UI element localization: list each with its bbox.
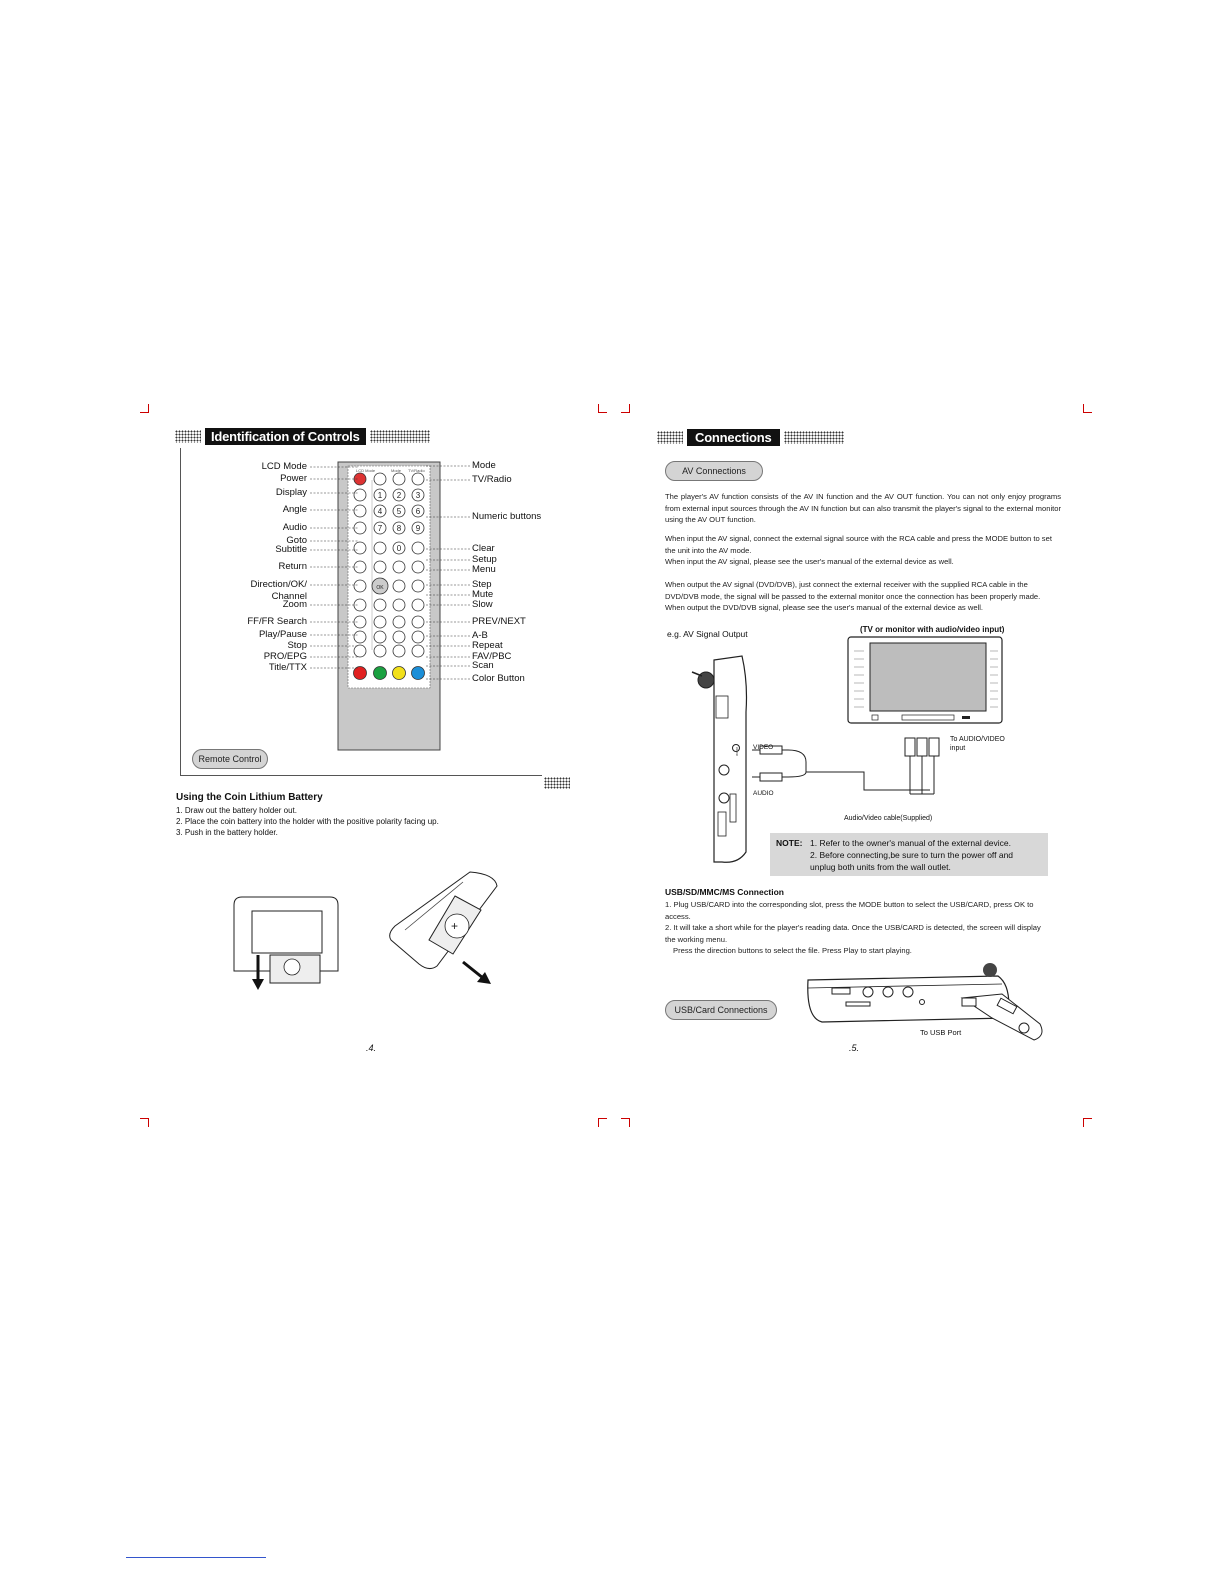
- page-number-left: .4.: [366, 1043, 377, 1053]
- label-leaders: [300, 455, 480, 690]
- remote-number-label: 6: [415, 507, 421, 516]
- remote-number-label: 4: [377, 507, 383, 516]
- footer-line: [126, 1557, 266, 1558]
- remote-number-label: 5: [396, 507, 402, 516]
- control-label-left: LCD Mode: [261, 461, 307, 472]
- control-label-right: A-B: [472, 630, 488, 641]
- control-label-right: PREV/NEXT: [472, 616, 526, 627]
- av-cable-illustration: [744, 728, 944, 810]
- crop-mark: [1083, 1118, 1092, 1127]
- control-label-left: PRO/EPG: [263, 651, 307, 662]
- battery-title: Using the Coin Lithium Battery: [176, 792, 323, 803]
- usb-port-label: To USB Port: [920, 1028, 962, 1037]
- control-label-right: TV/Radio: [472, 474, 512, 485]
- usb-card-connections-label: USB/Card Connections: [665, 1000, 777, 1020]
- control-label-right: Setup: [472, 554, 497, 565]
- svg-text:LCD Mode: LCD Mode: [356, 468, 376, 473]
- crop-mark: [598, 1118, 607, 1127]
- usb-step-1: 1. Plug USB/CARD into the corresponding slot, press the MODE button to select the USB/CARD, press OK to access.: [665, 900, 1034, 921]
- page-title: Identification of Controls: [205, 428, 366, 445]
- crop-mark: [140, 404, 149, 413]
- note-1: 1. Refer to the owner's manual of the external device.: [810, 838, 1012, 848]
- remote-number-label: 8: [396, 524, 402, 533]
- remote-number-label: 7: [377, 524, 383, 533]
- control-label-left: Stop: [287, 640, 307, 651]
- tv-label: (TV or monitor with audio/video input): [860, 625, 1005, 634]
- control-label-left: Audio: [282, 522, 307, 533]
- control-label-right: Clear: [472, 543, 495, 554]
- crop-mark: [598, 404, 607, 413]
- battery-step-1: 1. Draw out the battery holder out.: [176, 806, 297, 815]
- audio-label: AUDIO: [753, 790, 774, 797]
- control-label-right: Mute: [472, 589, 494, 600]
- av-paragraph-1: The player's AV function consists of the AV IN function and the AV OUT function. You can not only enjoy programs from external input sources through the AV IN function but can also transmit the player's signal to the external monitor using the AV OUT function.: [665, 492, 1061, 524]
- crop-mark: [621, 404, 630, 413]
- remote-number-label: 9: [415, 524, 421, 533]
- video-label: VIDEO: [753, 744, 774, 751]
- svg-text:oooo: oooo: [734, 747, 739, 756]
- remote-number-label: 1: [377, 491, 383, 500]
- control-label-left: Direction/OK/: [250, 579, 307, 590]
- control-label-left: Return: [278, 561, 307, 572]
- control-label-left: Title/TTX: [268, 662, 307, 673]
- control-label-right: Color Button: [472, 673, 525, 684]
- crop-mark: [621, 1118, 630, 1127]
- svg-text:Mode: Mode: [391, 468, 402, 473]
- control-label-right: Scan: [472, 660, 494, 671]
- note-2: 2. Before connecting,be sure to turn the power off and unplug both units from the wall outlet.: [810, 850, 1014, 872]
- svg-text:TV/Radio: TV/Radio: [408, 468, 425, 473]
- remote-number-label: 2: [396, 491, 402, 500]
- note-title: NOTE:: [776, 838, 803, 848]
- tv-illustration: [846, 635, 1004, 725]
- battery-insert-illustration: [385, 868, 500, 990]
- cable-label: Audio/Video cable(Supplied): [844, 815, 933, 822]
- control-label-right: Numeric buttons: [472, 511, 542, 522]
- crop-mark: [140, 1118, 149, 1127]
- crop-mark: [1083, 404, 1092, 413]
- remote-control-label: Remote Control: [192, 749, 268, 769]
- usb-step-2: 2. It will take a short while for the player's reading data. Once the USB/CARD is detected, the screen will display the working menu.: [665, 923, 1041, 944]
- frame-dots: [544, 777, 570, 789]
- note-box: [770, 833, 1048, 876]
- svg-text:+: +: [451, 919, 459, 933]
- usb-title: USB/SD/MMC/MS Connection: [665, 887, 784, 897]
- page-number-right: .5.: [849, 1043, 860, 1053]
- frame-bottom: [180, 775, 542, 776]
- connections-header: [657, 429, 844, 446]
- control-label-right: Slow: [472, 599, 493, 610]
- battery-step-2: 2. Place the coin battery into the holder with the positive polarity facing up.: [176, 817, 439, 826]
- control-label-left: Power: [280, 473, 307, 484]
- control-label-left: Channel: [271, 591, 307, 602]
- battery-step-3: 3. Push in the battery holder.: [176, 828, 278, 837]
- frame-left: [180, 448, 181, 775]
- control-label-right: Mode: [472, 460, 496, 471]
- control-label-left: Play/Pause: [258, 629, 307, 640]
- control-label-right: Menu: [472, 564, 496, 575]
- control-label-left: FF/FR Search: [247, 616, 307, 627]
- control-label-left: Angle: [282, 504, 307, 515]
- battery-removal-illustration: [230, 893, 340, 993]
- av-paragraph-2a: When input the AV signal, connect the external signal source with the RCA cable and press the MODE button to set the unit into the AV mode.: [665, 534, 1052, 555]
- control-label-left: Zoom: [282, 599, 307, 610]
- control-label-left: Display: [275, 487, 307, 498]
- eg-label: e.g. AV Signal Output: [667, 629, 748, 639]
- controls-header: [175, 428, 430, 445]
- to-av-input-label: To AUDIO/VIDEO input: [950, 736, 1005, 752]
- control-label-right: FAV/PBC: [472, 651, 512, 662]
- av-paragraph-2b: When input the AV signal, please see the user's manual of the external device as well.: [665, 557, 954, 566]
- remote-number-label: 3: [415, 491, 421, 500]
- remote-number-label: 0: [396, 544, 402, 553]
- usb-step-3: Press the direction buttons to select the file. Press Play to start playing.: [673, 946, 912, 955]
- control-label-right: Repeat: [472, 640, 503, 651]
- av-connections-label: AV Connections: [665, 461, 763, 481]
- ok-label: OK: [376, 585, 384, 591]
- control-label-left: Goto: [286, 535, 307, 546]
- control-label-right: Step: [472, 579, 492, 590]
- connections-title: Connections: [687, 429, 780, 446]
- av-paragraph-3a: When output the AV signal (DVD/DVB), just connect the external receiver with the supplied RCA cable in the DVD/DVB mode, the signal will be passed to the external monitor once the connection has been properly made.: [665, 580, 1041, 601]
- av-paragraph-3b: When output the DVD/DVB signal, please see the user's manual of the external device as well.: [665, 603, 984, 612]
- control-label-left: Subtitle: [275, 544, 307, 555]
